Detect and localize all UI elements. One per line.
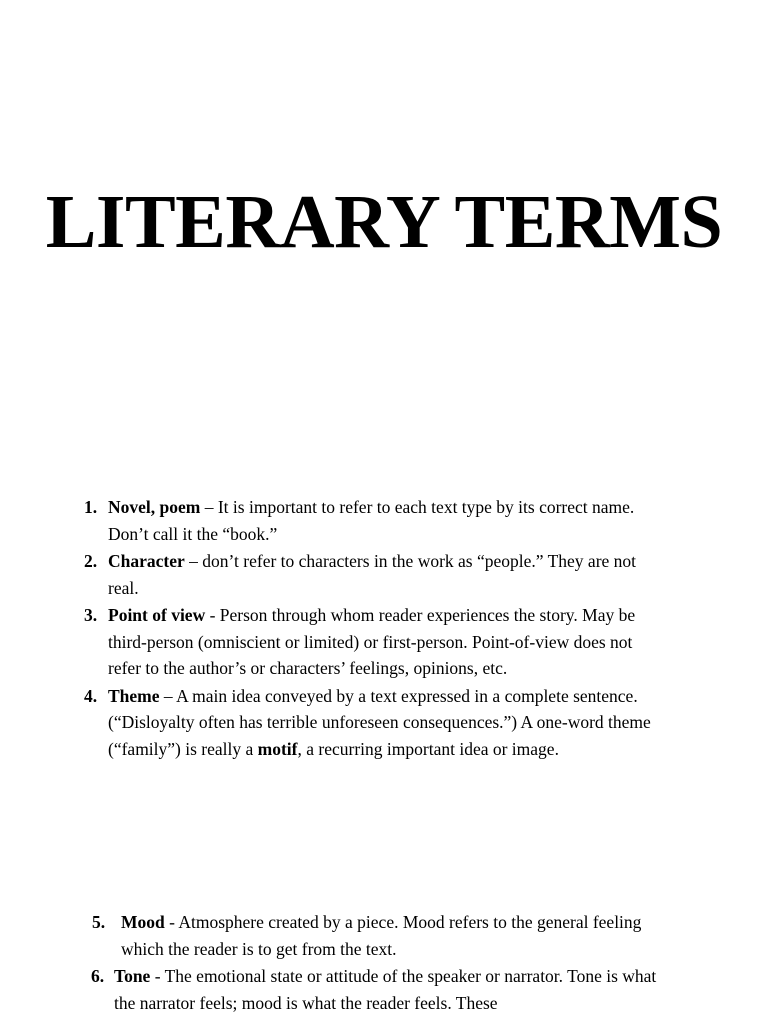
list-item: [84, 909, 664, 962]
list-item: [84, 494, 654, 547]
item-text: - Atmosphere created by a piece. Mood refers to the general feeling which the reader is to get from the text.: [121, 912, 642, 959]
item-term: Point of view: [108, 605, 206, 625]
item-number: 6.: [91, 966, 105, 986]
item-text: – A main idea conveyed by a text expressed in a complete sentence. (“Disloyalty often has terrible unforeseen consequences.”) A one-word theme (“family”) is really a: [108, 685, 651, 759]
terms-list-continued: [84, 909, 664, 1017]
page-title: LITERARY TERMS: [45, 180, 723, 264]
list-item: [84, 602, 654, 682]
item-number: 3.: [84, 605, 98, 625]
item-text: – don’t refer to characters in the work as “people.” They are not real.: [108, 551, 637, 598]
item-text: - The emotional state or attitude of the speaker or narrator. Tone is what the narrator feels; mood is what the reader feels. These: [114, 966, 657, 1013]
list-item: [84, 963, 664, 1016]
item-term: Mood: [121, 912, 165, 932]
item-number: 2.: [84, 551, 98, 571]
list-item: [84, 683, 654, 763]
item-term: Novel, poem: [108, 497, 201, 517]
item-number: 1.: [84, 497, 98, 517]
item-bold-word: motif: [257, 738, 298, 759]
item-term: Theme: [108, 685, 160, 706]
item-term: Tone: [114, 966, 151, 986]
item-text: - Person through whom reader experiences the story. May be third-person (omniscient or limited) or first-person. Point-of-view does not refer to the author’s or characters’ feelings, opinions, etc.: [108, 605, 636, 678]
item-text: , a recurring important idea or image.: [297, 738, 559, 759]
item-number: 4.: [84, 685, 98, 706]
item-number: 5.: [92, 912, 106, 932]
list-item: [84, 548, 654, 601]
terms-list: [84, 494, 654, 763]
item-term: Character: [108, 551, 185, 571]
item-text: – It is important to refer to each text type by its correct name. Don’t call it the “book.”: [108, 497, 635, 544]
